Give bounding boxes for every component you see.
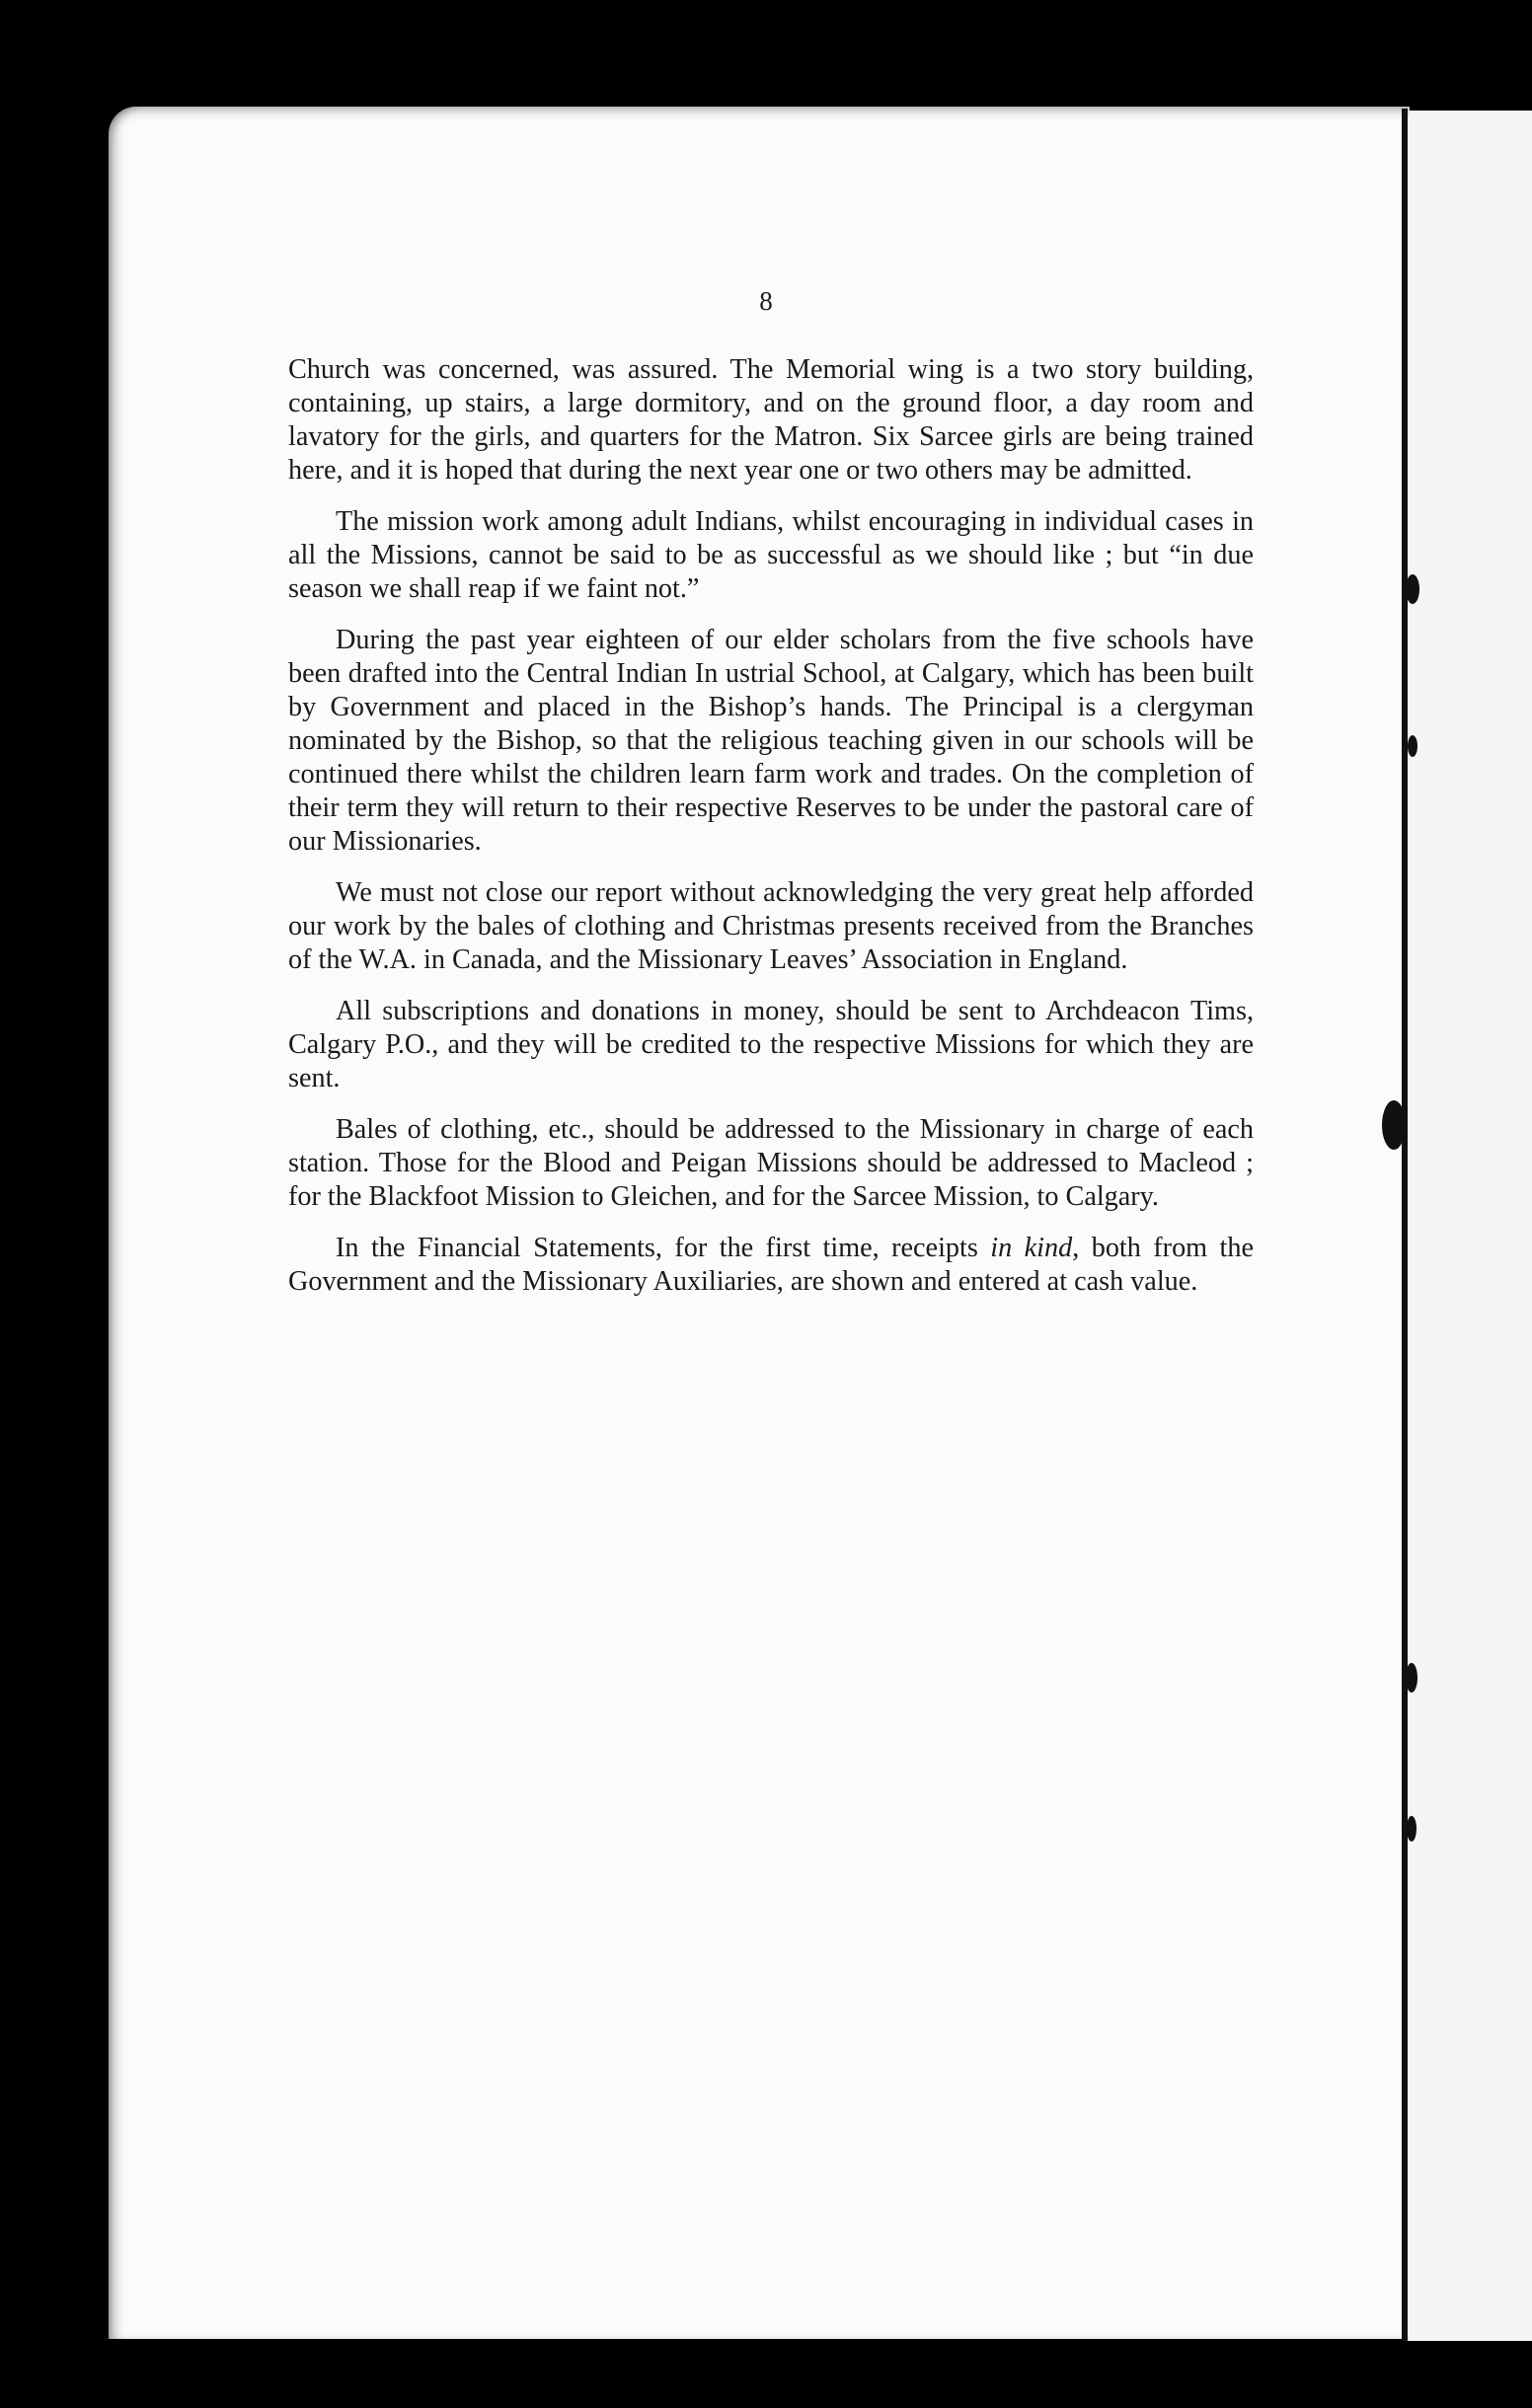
- paragraph-financial-statements: [288, 1232, 1254, 1299]
- body-text: [288, 353, 1254, 1317]
- binding-hole-mark: [1406, 1663, 1417, 1693]
- financial-text-end: , both from the Government and the Missionary Auxiliaries, are shown and entered at cash value.: [288, 1233, 1254, 1297]
- binding-hole-mark: [1406, 574, 1419, 604]
- paragraph-mission-work: The mission work among adult Indians, whilst encouraging in individual cases in all the Missions, cannot be said to be as successful as we should like ; but “in due season we shall reap if we faint not.”: [288, 506, 1254, 604]
- paragraph-industrial-school: During the past year eighteen of our elder scholars from the five schools have been drafted into the Central Indian In ustrial School, at Calgary, which has been built by Government and placed in the Bishop’s hands. The Principal is a clergyman nominated by the Bishop, so that the religious teaching given in our schools will be continued there whilst the children learn farm work and trades. On the completion of their term they will return to their respective Reserves to be under the pastoral care of our Missionaries.: [288, 625, 1254, 857]
- page-number: 8: [759, 286, 773, 316]
- paragraph-bales-of-clothing: Bales of clothing, etc., should be addressed to the Missionary in charge of each station. Those for the Blood and Peigan Missions should be addressed to Macleod ; for the Blackfoot Mission to Gleichen, and for the Sarcee Mission, to Calgary.: [288, 1114, 1254, 1212]
- binding-hole-mark: [1382, 1100, 1406, 1150]
- paragraph-subscriptions: All subscriptions and donations in money, should be sent to Archdeacon Tims, Calgary P.O., and they will be credited to the respective Missions for which they are sent.: [288, 996, 1254, 1093]
- paragraph-memorial-wing: Church was concerned, was assured. The Memorial wing is a two story building, containing, up stairs, a large dormitory, and on the ground floor, a day room and lavatory for the girls, and quarters for the Matron. Six Sarcee girls are being trained here, and it is hoped that during the next year one or two others may be admitted.: [288, 354, 1254, 486]
- binding-hole-mark: [1408, 735, 1417, 757]
- financial-text-start: In the Financial Statements, for the first time, receipts: [336, 1233, 991, 1263]
- paragraph-acknowledgements: We must not close our report without acknowledging the very great help afforded our work by the bales of clothing and Christmas presents received from the Branches of the W.A. in Canada, and the Missionary Leaves’ Association in England.: [288, 877, 1254, 975]
- page-binding-edge: [1402, 109, 1408, 2341]
- adjacent-page-edge: [1408, 111, 1532, 2341]
- financial-text-italic: in kind: [990, 1233, 1073, 1263]
- binding-hole-mark: [1407, 1816, 1417, 1842]
